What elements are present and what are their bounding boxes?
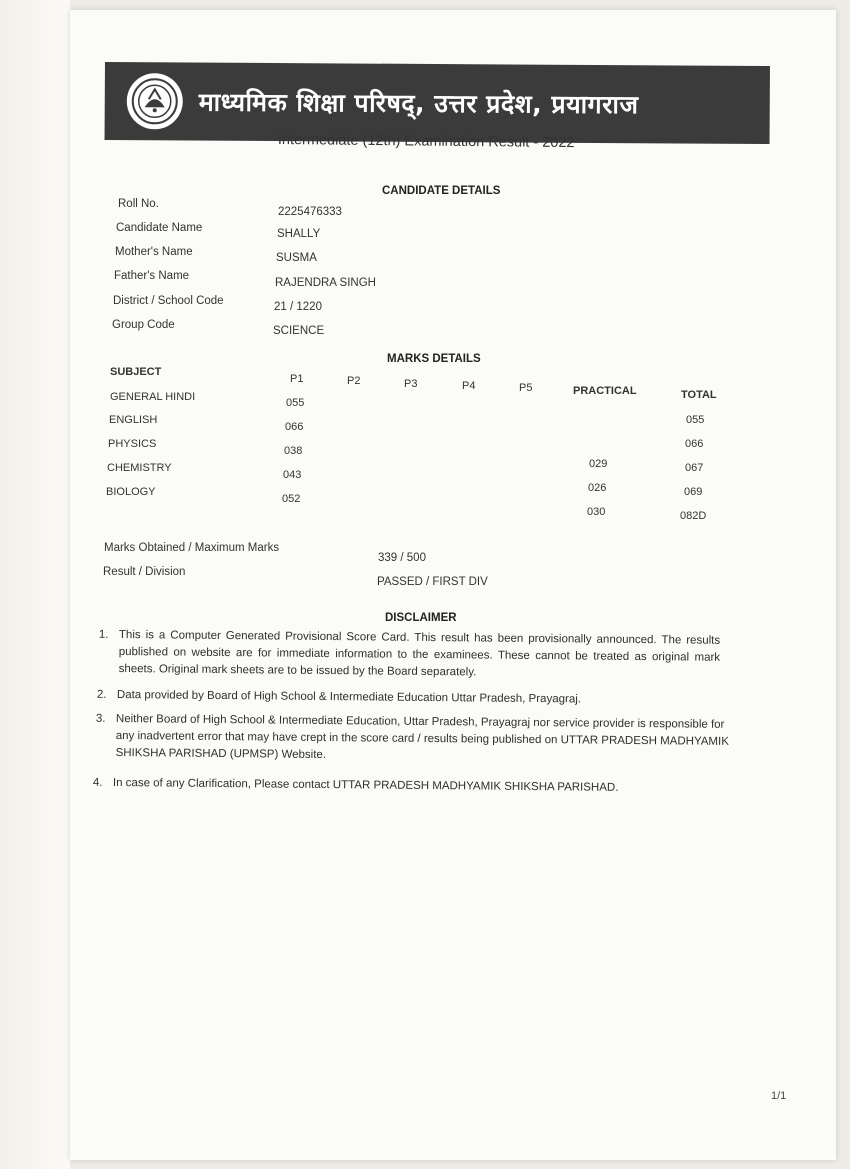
total-mark: 055 [686,414,705,426]
disclaimer-number: 4. [92,776,103,789]
disclaimer-line: SHIKSHA PARISHAD (UPMSP) Website. [115,746,327,762]
board-name: माध्यमिक शिक्षा परिषद्, उत्तर प्रदेश, प्रयागराज [198,87,639,120]
p1-column-header: P1 [290,373,304,385]
mothers-name-label: Mother's Name [115,246,193,258]
marks-obtained-value: 339 / 500 [378,552,426,564]
subject-name: ENGLISH [109,414,158,426]
exam-title: Intermediate (12th) Examination Result - 2022 [277,132,575,152]
disclaimer-number: 2. [96,688,107,701]
binding-edge [0,0,70,1169]
district-school-code-value: 21 / 1220 [274,301,322,313]
p4-column-header: P4 [462,380,476,392]
disclaimer-line: In case of any Clarification, Please contact UTTAR PRADESH MADHYAMIK SHIKSHA PARISHAD. [112,776,619,794]
total-column-header: TOTAL [681,389,717,401]
board-header-banner [105,62,770,144]
fathers-name-label: Father's Name [114,270,190,282]
subject-name: CHEMISTRY [107,462,172,474]
subject-name: BIOLOGY [106,486,156,498]
marks-details-heading: MARKS DETAILS [387,353,481,365]
disclaimer-line: Neither Board of High School & Intermediate Education, Uttar Pradesh, Prayagraj nor service provider is responsible for [115,712,725,731]
disclaimer-item-3 [95,711,730,768]
disclaimer-line: Data provided by Board of High School & Intermediate Education Uttar Pradesh, Prayagraj. [116,688,582,706]
subject-column-header: SUBJECT [110,366,162,378]
total-mark: 067 [685,462,704,474]
roll-no-label: Roll No. [118,198,159,210]
fathers-name-value: RAJENDRA SINGH [275,277,376,289]
total-mark: 066 [685,438,704,450]
subject-name: GENERAL HINDI [110,391,196,403]
result-division-value: PASSED / FIRST DIV [377,576,488,588]
disclaimer-number: 1. [98,628,109,641]
up-emblem-icon [127,73,183,129]
p3-column-header: P3 [404,378,418,390]
roll-no-value: 2225476333 [278,206,342,218]
p1-mark: 066 [285,421,304,433]
mothers-name-value: SUSMA [276,252,317,264]
group-code-label: Group Code [112,319,175,331]
p5-column-header: P5 [519,382,533,394]
total-mark: 082D [680,510,707,522]
page-number: 1/1 [771,1090,787,1102]
candidate-name-value: SHALLY [277,228,321,240]
candidate-name-label: Candidate Name [116,222,203,234]
practical-mark: 030 [587,506,606,518]
candidate-details-heading: CANDIDATE DETAILS [382,185,501,197]
disclaimer-line: published on website are for immediate information to the examinees. These cannot be treated as original mark [118,645,721,664]
group-code-value: SCIENCE [273,325,325,337]
p1-mark: 055 [286,397,305,409]
p1-mark: 038 [284,445,303,457]
practical-mark: 029 [589,458,608,470]
subject-name: PHYSICS [108,438,157,450]
disclaimer-number: 3. [95,712,106,725]
disclaimer-line: sheets. Original mark sheets are to be issued by the Board separately. [118,662,477,679]
marks-obtained-label: Marks Obtained / Maximum Marks [104,542,280,554]
total-mark: 069 [684,486,703,498]
p2-column-header: P2 [347,375,361,387]
disclaimer-line: This is a Computer Generated Provisional Score Card. This result has been provisionally announced. The results [118,628,721,647]
practical-mark: 026 [588,482,607,494]
result-division-label: Result / Division [103,566,186,578]
disclaimer-item-1 [98,627,721,684]
p1-mark: 052 [282,493,301,505]
disclaimer-heading: DISCLAIMER [385,612,457,624]
practical-column-header: PRACTICAL [573,385,637,397]
p1-mark: 043 [283,469,302,481]
district-school-code-label: District / School Code [113,295,224,307]
disclaimer-line: any inadvertent error that may have crept in the score card / results being published on UTTAR PRADESH MADHYAMIK [115,729,729,748]
